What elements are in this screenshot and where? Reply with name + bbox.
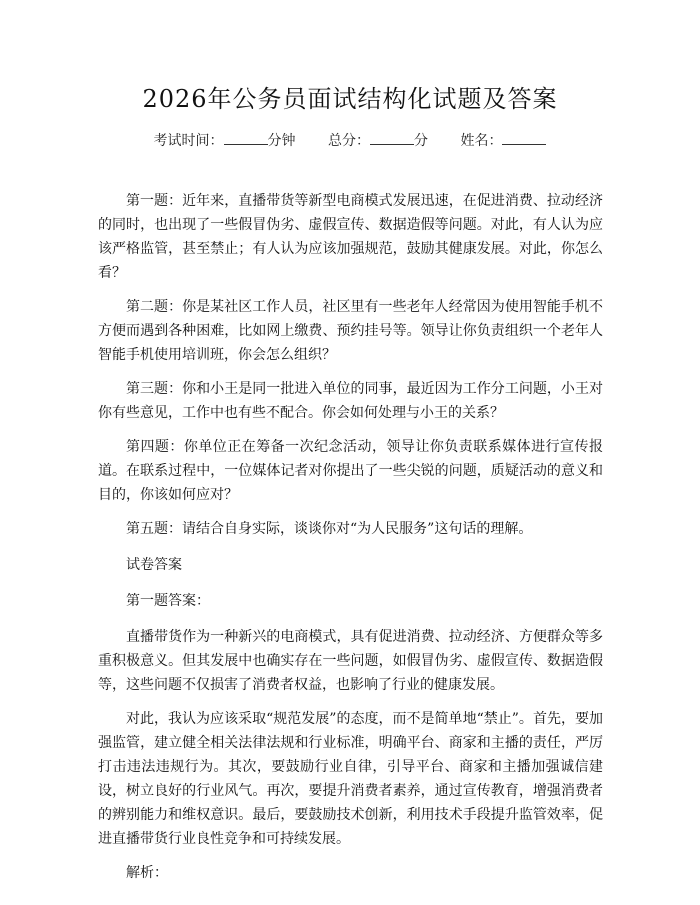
document-title: 2026年公务员面试结构化试题及答案 xyxy=(142,85,558,113)
document-body xyxy=(98,189,603,895)
analysis-heading: 解析： xyxy=(126,865,168,881)
question-2: 第二题：你是某社区工作人员，社区里有一些老年人经常因为使用智能手机不方便而遇到各种困难，比如网上缴费、预约挂号等。领导让你负责组织一个老年人智能手机使用培训班，你会怎么组织？ xyxy=(98,299,603,363)
exam-time-label: 考试时间： xyxy=(153,133,224,149)
total-score-unit: 分 xyxy=(414,133,428,149)
name-blank xyxy=(502,132,546,145)
answer-1-heading: 第一题答案： xyxy=(126,593,210,609)
exam-info-line xyxy=(0,131,700,151)
name-label: 姓名： xyxy=(460,133,503,149)
answer-1-paragraph-1: 直播带货作为一种新兴的电商模式，具有促进消费、拉动经济、方便群众等多重积极意义。但其发展中也确实存在一些问题，如假冒伪劣、虚假宣传、数据造假等，这些问题不仅损害了消费者权益，也影响了行业的健康发展。 xyxy=(98,629,603,693)
question-5: 第五题：请结合自身实际，谈谈你对“为人民服务”这句话的理解。 xyxy=(126,521,533,537)
answers-heading: 试卷答案 xyxy=(126,557,182,573)
answer-1-paragraph-2: 对此，我认为应该采取“规范发展”的态度，而不是简单地“禁止”。首先，要加强监管，建立健全相关法律法规和行业标准，明确平台、商家和主播的责任，严厉打击违法违规行为。其次，要鼓励行业自律，引导平台、商家和主播加强诚信建设，树立良好的行业风气。再次，要提升消费者素养，通过宣传教育，增强消费者的辨别能力和维权意识。最后，要鼓励技术创新，利用技术手段提升监管效率，促进直播带货行业良性竞争和可持续发展。 xyxy=(98,711,603,847)
name-field xyxy=(460,133,546,149)
exam-time-unit: 分钟 xyxy=(267,133,296,149)
exam-time-field xyxy=(154,133,300,149)
exam-time-blank xyxy=(224,132,268,145)
question-4: 第四题：你单位正在筹备一次纪念活动，领导让你负责联系媒体进行宣传报道。在联系过程中，一位媒体记者对你提出了一些尖锐的问题，质疑活动的意义和目的，你该如何应对？ xyxy=(98,439,603,503)
total-score-field xyxy=(328,133,432,149)
question-3: 第三题：你和小王是同一批进入单位的同事，最近因为工作分工问题，小王对你有些意见，工作中也有些不配合。你会如何处理与小王的关系？ xyxy=(98,381,603,421)
total-score-blank xyxy=(370,132,414,145)
total-score-label: 总分： xyxy=(328,133,370,149)
question-1: 第一题：近年来，直播带货等新型电商模式发展迅速，在促进消费、拉动经济的同时，也出现了一些假冒伪劣、虚假宣传、数据造假等问题。对此，有人认为应该严格监管，甚至禁止；有人认为应该加强规范，鼓励其健康发展。对此，你怎么看？ xyxy=(98,193,603,281)
